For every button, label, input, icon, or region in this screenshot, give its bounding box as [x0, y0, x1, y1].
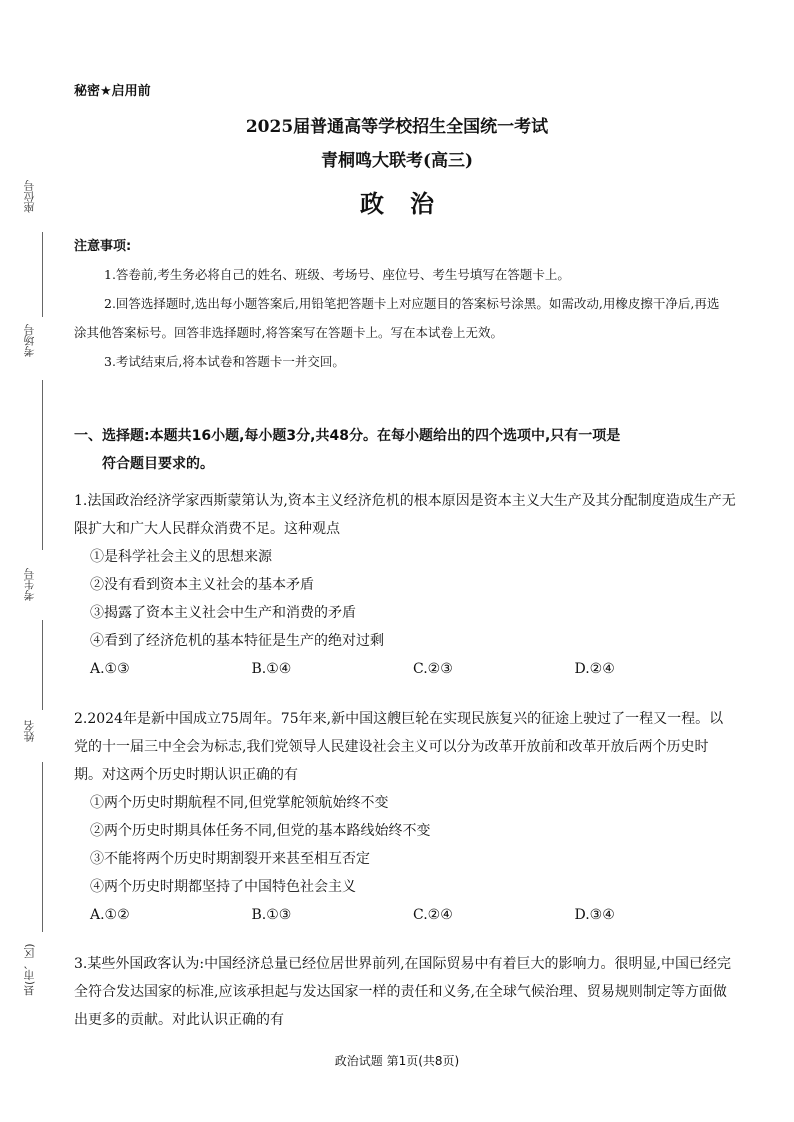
exam-subtitle: 青桐鸣大联考(高三)	[320, 151, 474, 171]
binding-line	[42, 380, 43, 550]
question-option: ①两个历史时期航程不同,但党掌舵领航始终不变	[90, 795, 389, 811]
question-option: ②没有看到资本主义社会的基本矛盾	[90, 577, 314, 593]
subject-title: 政治	[360, 189, 460, 218]
section-heading-line: 符合题目要求的。	[102, 456, 214, 472]
question-option: ④看到了经济危机的基本特征是生产的绝对过剩	[90, 633, 384, 649]
question-stem: 1.法国政治经济学家西斯蒙第认为,资本主义经济危机的根本原因是资本主义大生产及其分配制度造成生产无限扩大和广大人民群众消费不足。这种观点	[74, 493, 736, 537]
choice-b: B.①④	[251, 661, 292, 677]
choice-a: A.①③	[90, 661, 130, 677]
choice-c: C.②③	[413, 661, 453, 677]
question-stem: 3.某些外国政客认为:中国经济总量已经位居世界前列,在国际贸易中有着巨大的影响力。很明显,中国已经完全符合发达国家的标准,应该承担起与发达国家一样的责任和义务,在全球气候治理、贸易规则制定等方面做出更多的贡献。对此认识正确的有	[74, 956, 731, 1028]
question-option: ③揭露了资本主义社会中生产和消费的矛盾	[90, 605, 356, 621]
choice-a: A.①②	[90, 907, 130, 923]
question-2	[74, 705, 736, 929]
question-1	[74, 487, 736, 683]
question-option: ③不能将两个历史时期割裂开来甚至相互否定	[90, 851, 370, 867]
section-heading	[74, 422, 734, 478]
question-option: ①是科学社会主义的思想来源	[90, 549, 272, 565]
notice-list	[74, 260, 724, 376]
answer-choices	[74, 901, 736, 929]
exam-room-label: 考场号	[23, 324, 36, 358]
page-footer: 政治试题 第1页(共8页)	[334, 1054, 460, 1068]
county-label: 县(市、区)	[23, 943, 36, 997]
question-3	[74, 950, 736, 1034]
binding-line	[42, 762, 43, 932]
notice-item: 2.回答选择题时,选出每小题答案后,用铅笔把答题卡上对应题目的答案标号涂黑。如需改动,用橡皮擦干净后,再选涂其他答案标号。回答非选择题时,将答案写在答题卡上。写在本试卷上无效。	[74, 296, 720, 340]
answer-choices	[74, 655, 736, 683]
choice-c: C.②④	[413, 907, 453, 923]
question-option: ②两个历史时期具体任务不同,但党的基本路线始终不变	[90, 823, 431, 839]
candidate-number-label: 考生号	[23, 568, 36, 602]
secret-mark: 秘密★启用前	[74, 84, 151, 99]
section-heading-line: 一、选择题:本题共16小题,每小题3分,共48分。在每小题给出的四个选项中,只有一项是	[74, 428, 621, 444]
binding-line	[42, 232, 43, 317]
choice-d: D.②④	[574, 661, 615, 677]
binding-line	[42, 620, 43, 710]
notice-item: 3.考试结束后,将本试卷和答题卡一并交回。	[104, 354, 345, 369]
name-label: 姓名	[23, 720, 36, 742]
exam-title: 2025届普通高等学校招生全国统一考试	[245, 117, 549, 137]
seat-number-label: 座位号	[23, 180, 36, 214]
question-option: ④两个历史时期都坚持了中国特色社会主义	[90, 879, 356, 895]
question-stem: 2.2024年是新中国成立75周年。75年来,新中国这艘巨轮在实现民族复兴的征途上驶过了一程又一程。以党的十一届三中全会为标志,我们党领导人民建设社会主义可以分为改革开放前和改革开放后两个历史时期。对这两个历史时期认识正确的有	[74, 711, 724, 783]
choice-b: B.①③	[251, 907, 292, 923]
notice-item: 1.答卷前,考生务必将自己的姓名、班级、考场号、座位号、考生号填写在答题卡上。	[104, 267, 570, 282]
notice-title: 注意事项:	[74, 239, 132, 254]
choice-d: D.③④	[574, 907, 615, 923]
